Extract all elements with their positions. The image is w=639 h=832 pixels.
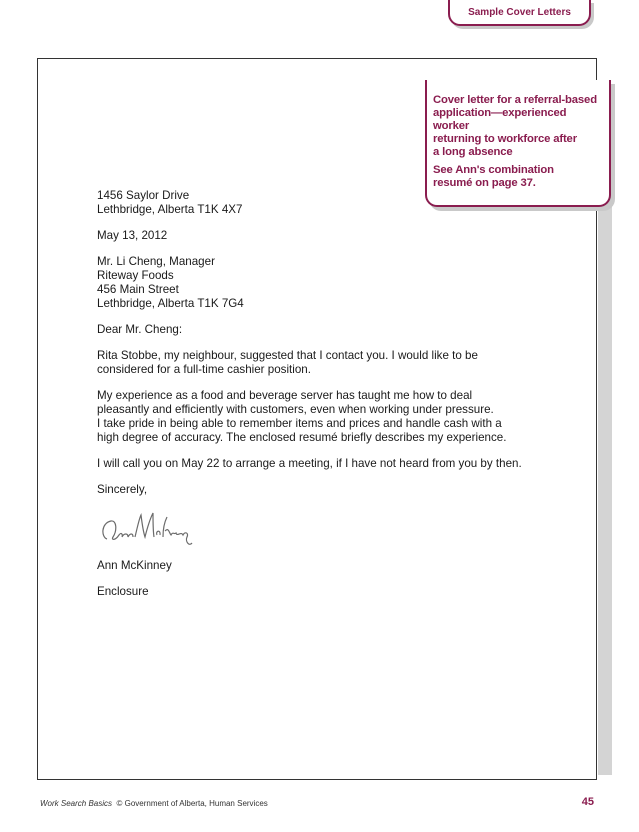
sender-address: 1456 Saylor Drive Lethbridge, Alberta T1K 4X7 [97, 189, 243, 216]
signature [97, 503, 567, 551]
recipient-address: Mr. Li Cheng, Manager Riteway Foods 456 Main Street Lethbridge, Alberta T1K 7G4 [97, 255, 244, 310]
callout-note: See Ann's combination resumé on page 37. [433, 164, 554, 189]
section-tab [448, 0, 591, 26]
cover-letter [97, 189, 567, 611]
footer-credit [40, 799, 268, 808]
section-title: Sample Cover Letters [468, 7, 571, 18]
paragraph-1: Rita Stobbe, my neighbour, suggested that I contact you. I would like to be considered for a full-time cashier position. [97, 349, 478, 376]
callout-box [425, 80, 611, 207]
callout-description: Cover letter for a referral-based application—experienced worker returning to workforce after a long absence [433, 94, 597, 158]
footer-copyright: © Government of Alberta, Human Services [116, 799, 268, 808]
signature-image [97, 503, 197, 551]
paragraph-2: My experience as a food and beverage server has taught me how to deal pleasantly and efficiently with customers, even when working under pressure. I take pride in being able to remember items and prices and handle cash with a high degree of accuracy. The enclosed resumé briefly describes my experience. [97, 389, 507, 444]
signer-name: Ann McKinney [97, 559, 172, 572]
closing: Sincerely, [97, 483, 148, 496]
paragraph-3: I will call you on May 22 to arrange a meeting, if I have not heard from you by then. [97, 457, 522, 470]
page-shadow [598, 205, 612, 775]
salutation: Dear Mr. Cheng: [97, 323, 183, 336]
letter-date: May 13, 2012 [97, 229, 168, 242]
enclosure: Enclosure [97, 585, 149, 598]
footer-publication: Work Search Basics [40, 799, 113, 808]
page-number: 45 [581, 796, 594, 808]
